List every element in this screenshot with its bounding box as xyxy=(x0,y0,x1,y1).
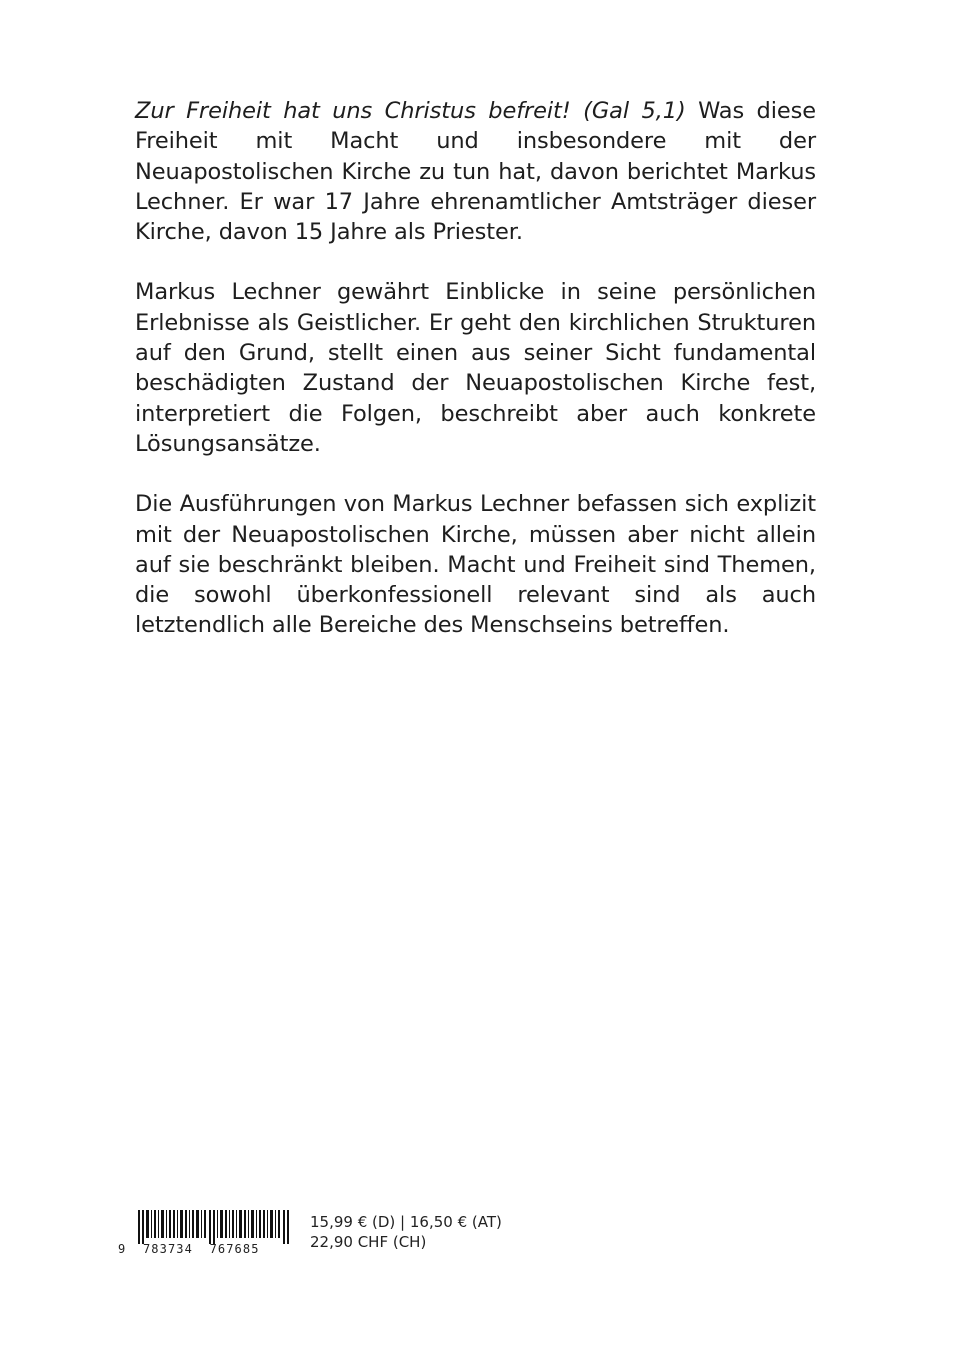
isbn-number: 9 783734 767685 xyxy=(118,1242,260,1256)
barcode-block xyxy=(118,1210,538,1270)
price-line-eur: 15,99 € (D) | 16,50 € (AT) xyxy=(310,1213,502,1231)
bible-quote: Zur Freiheit hat uns Christus befreit! (Gal 5,1) xyxy=(135,98,686,124)
back-cover-text xyxy=(135,96,816,671)
isbn-barcode xyxy=(118,1210,298,1244)
intro-text: Was diese Freiheit mit Macht und insbesondere mit der Neuapostolischen Kirche zu tun hat, davon berichtet Markus Lechner. Er war 17 Jahre ehrenamtlicher Amtsträger dieser Kirche, davon 15 Jahre als Priester. xyxy=(135,98,816,246)
price-info xyxy=(310,1212,502,1252)
price-line-chf: 22,90 CHF (CH) xyxy=(310,1233,427,1251)
paragraph-insights: Markus Lechner gewährt Einblicke in seine persönlichen Erlebnisse als Geistlicher. Er geht den kirchlichen Strukturen auf den Grund, stellt einen aus seiner Sicht fundamental beschädigten Zustand der Neuapostolischen Kirche fest, interpretiert die Folgen, beschreibt aber auch konkrete Lösungsansätze. xyxy=(135,279,816,457)
paragraph-scope: Die Ausführungen von Markus Lechner befassen sich explizit mit der Neuapostolischen Kirche, müssen aber nicht allein auf sie beschränkt bleiben. Macht und Freiheit sind Themen, die sowohl überkonfessionell relevant sind als auch letztendlich alle Bereiche des Menschseins betreffen. xyxy=(135,491,816,639)
paragraph-intro xyxy=(135,96,816,247)
